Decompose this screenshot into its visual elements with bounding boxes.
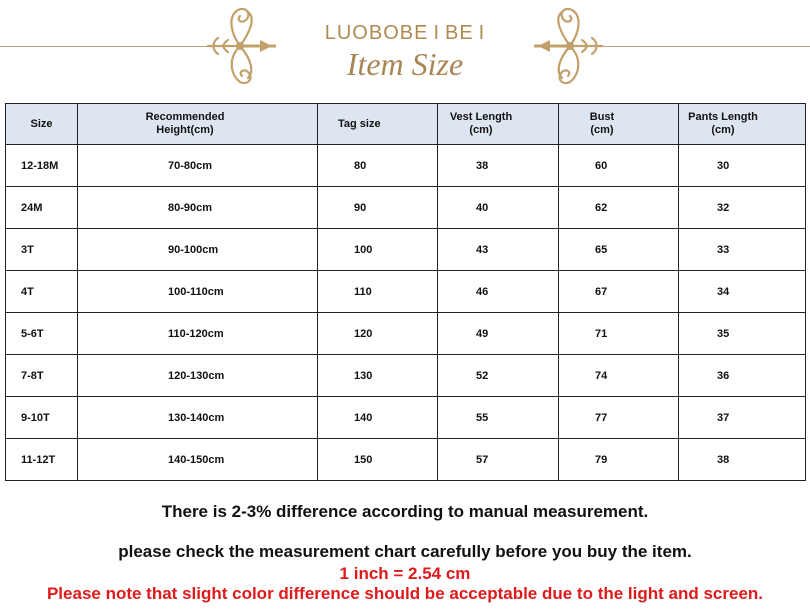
cell-tag-size: 140 <box>318 397 438 439</box>
column-header-recommended-height-label: Recommended Height(cm) <box>145 111 225 136</box>
column-header-tag-size: Tag size <box>318 104 438 145</box>
note-check-chart: please check the measurement chart carefully before you buy the item. <box>118 542 692 561</box>
cell-recommended-height: 110-120cm <box>78 313 318 355</box>
cell-size: 5-6T <box>6 313 78 355</box>
cell-recommended-height: 120-130cm <box>78 355 318 397</box>
cell-size: 12-18M <box>6 145 78 187</box>
cell-size: 11-12T <box>6 439 78 481</box>
cell-size: 24M <box>6 187 78 229</box>
cell-vest-length: 38 <box>438 145 559 187</box>
note-measurement-difference: There is 2-3% difference according to manual measurement. <box>161 502 649 521</box>
ornament-right-icon <box>530 2 610 90</box>
cell-bust: 77 <box>559 397 679 439</box>
table-row <box>6 271 806 313</box>
cell-bust: 79 <box>559 439 679 481</box>
cell-vest-length: 49 <box>438 313 559 355</box>
size-chart-table <box>5 103 806 481</box>
cell-pants-length: 36 <box>679 355 806 397</box>
brand-name: LUOBOBE I BE I <box>324 22 486 44</box>
cell-pants-length: 35 <box>679 313 806 355</box>
cell-bust: 67 <box>559 271 679 313</box>
cell-pants-length: 33 <box>679 229 806 271</box>
table-body <box>6 145 806 481</box>
cell-size: 7-8T <box>6 355 78 397</box>
column-header-pants-length <box>679 104 806 145</box>
note-color-difference: Please note that slight color difference should be acceptable due to the light and screen. <box>46 584 764 603</box>
cell-pants-length: 34 <box>679 271 806 313</box>
column-header-recommended-height <box>78 104 318 145</box>
column-header-size: Size <box>6 104 78 145</box>
cell-recommended-height: 90-100cm <box>78 229 318 271</box>
column-header-vest-length <box>438 104 559 145</box>
header <box>0 0 810 100</box>
table-row <box>6 187 806 229</box>
cell-bust: 62 <box>559 187 679 229</box>
cell-vest-length: 52 <box>438 355 559 397</box>
cell-size: 3T <box>6 229 78 271</box>
table-row <box>6 145 806 187</box>
table-row <box>6 229 806 271</box>
cell-pants-length: 37 <box>679 397 806 439</box>
cell-bust: 74 <box>559 355 679 397</box>
cell-vest-length: 55 <box>438 397 559 439</box>
cell-tag-size: 120 <box>318 313 438 355</box>
cell-tag-size: 130 <box>318 355 438 397</box>
column-header-bust-label: Bust (cm) <box>589 111 615 136</box>
table-row <box>6 313 806 355</box>
cell-recommended-height: 70-80cm <box>78 145 318 187</box>
table-row <box>6 355 806 397</box>
cell-recommended-height: 130-140cm <box>78 397 318 439</box>
cell-tag-size: 150 <box>318 439 438 481</box>
cell-tag-size: 100 <box>318 229 438 271</box>
cell-recommended-height: 140-150cm <box>78 439 318 481</box>
cell-size: 9-10T <box>6 397 78 439</box>
column-header-pants-length-label: Pants Length (cm) <box>688 111 758 136</box>
cell-bust: 65 <box>559 229 679 271</box>
ornament-left-icon <box>200 2 280 90</box>
cell-tag-size: 80 <box>318 145 438 187</box>
cell-recommended-height: 100-110cm <box>78 271 318 313</box>
cell-pants-length: 38 <box>679 439 806 481</box>
cell-size: 4T <box>6 271 78 313</box>
column-header-bust <box>559 104 679 145</box>
table-row <box>6 397 806 439</box>
cell-bust: 60 <box>559 145 679 187</box>
cell-vest-length: 57 <box>438 439 559 481</box>
cell-bust: 71 <box>559 313 679 355</box>
cell-vest-length: 46 <box>438 271 559 313</box>
cell-pants-length: 30 <box>679 145 806 187</box>
cell-tag-size: 90 <box>318 187 438 229</box>
column-header-vest-length-label: Vest Length (cm) <box>449 111 513 136</box>
cell-vest-length: 43 <box>438 229 559 271</box>
table-header-row <box>6 104 806 145</box>
cell-tag-size: 110 <box>318 271 438 313</box>
cell-recommended-height: 80-90cm <box>78 187 318 229</box>
cell-pants-length: 32 <box>679 187 806 229</box>
table-row <box>6 439 806 481</box>
note-inch-conversion: 1 inch = 2.54 cm <box>339 564 471 583</box>
cell-vest-length: 40 <box>438 187 559 229</box>
page-title: Item Size <box>346 46 464 82</box>
